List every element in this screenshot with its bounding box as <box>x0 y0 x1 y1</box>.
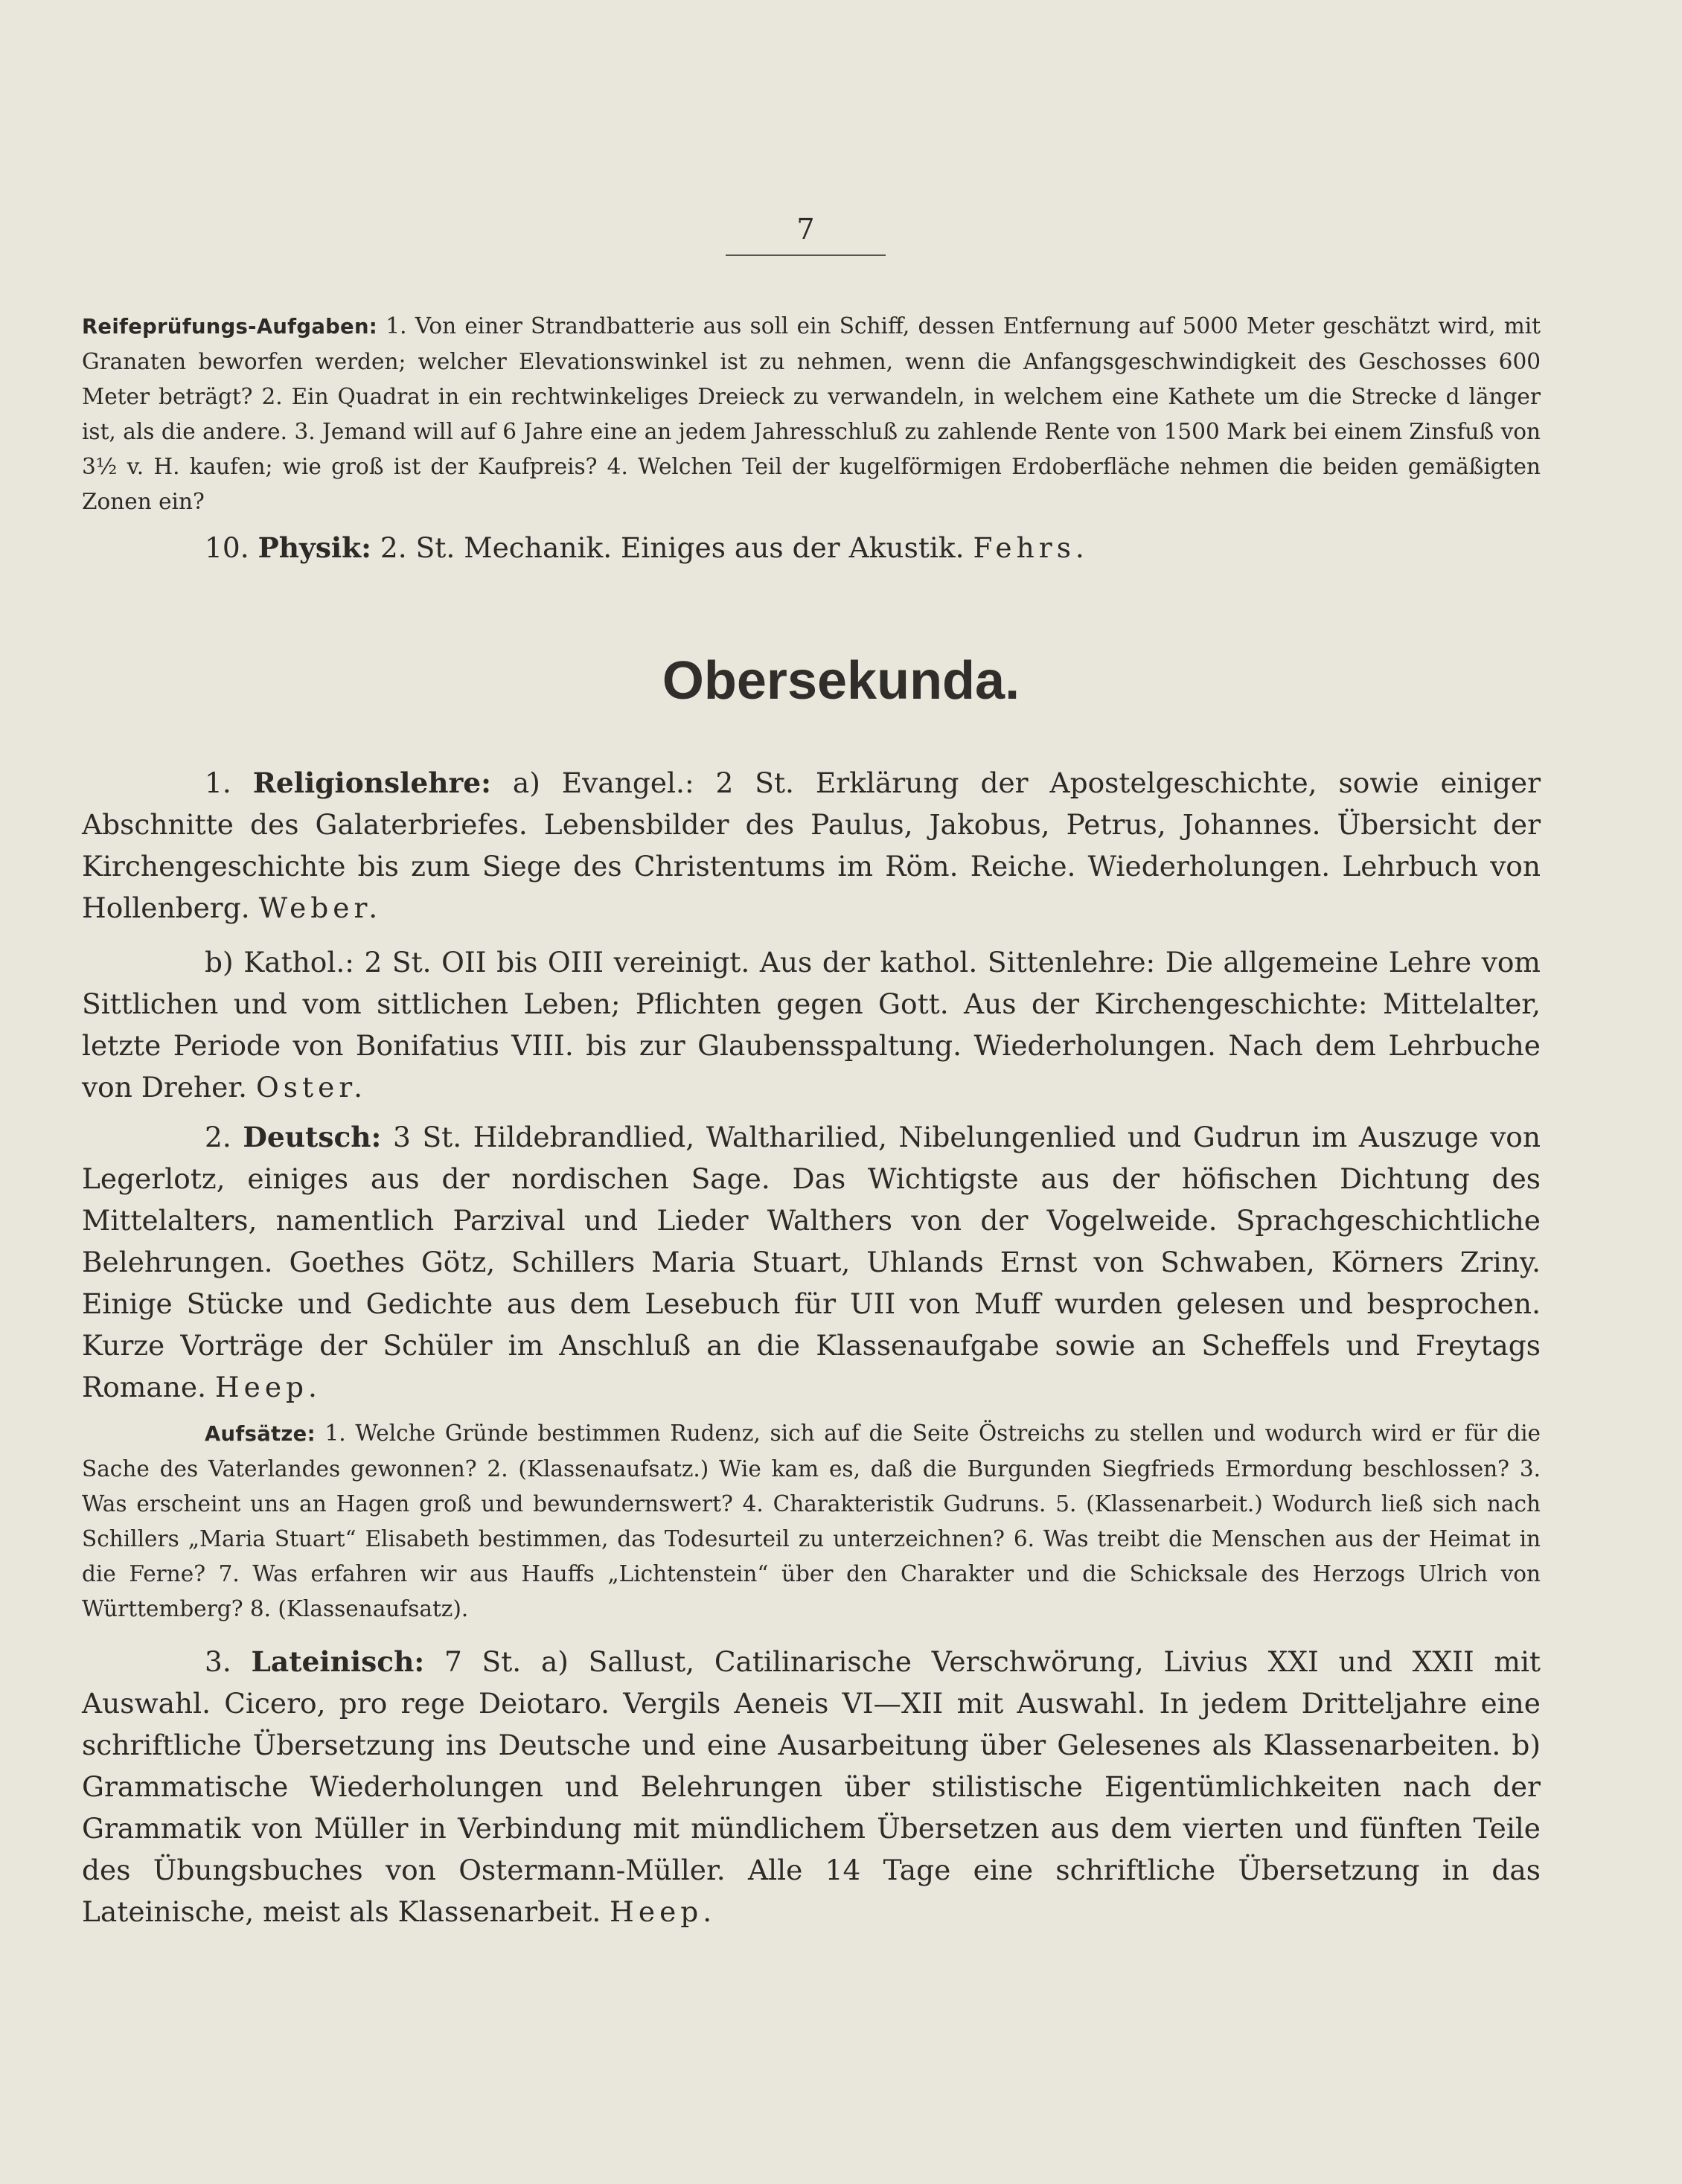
religion-label: Religionslehre: <box>252 766 491 799</box>
reifepruefung-paragraph <box>82 309 1541 519</box>
latein-label: Lateinisch: <box>251 1645 425 1678</box>
deutsch-text: 3 St. Hildebrandlied, Waltharilied, Nibelungenlied und Gudrun im Auszuge von Legerlotz, einiges aus der nordischen Sage. Das Wichtigste aus der höfischen Dichtung des Mittelalters, namentlich Parzival und Lieder Walthers von der Vogelweide. Sprachgeschichtliche Belehrungen. Goethes Götz, Schillers Maria Stuart, Uhlands Ernst von Schwaben, Körners Zriny. Einige Stücke und Gedichte aus dem Lesebuch für UII von Muff wurden gelesen und besprochen. Kurze Vorträge der Schüler im Anschluß an die Klassenaufgabe sowie an Scheffels und Freytags Romane. <box>82 1121 1541 1403</box>
religion-paragraph <box>82 762 1541 929</box>
physik-label: Physik: <box>258 531 371 564</box>
deutsch-number: 2. <box>205 1121 231 1153</box>
kathol-paragraph <box>82 941 1541 1108</box>
page-number: 7 <box>726 208 886 256</box>
religion-teacher: Weber. <box>258 891 383 924</box>
physik-paragraph <box>82 527 1541 569</box>
physik-number: 10. <box>205 531 249 564</box>
deutsch-teacher: Heep. <box>214 1371 322 1403</box>
reifepruefung-text: 1. Von einer Strandbatterie aus soll ein Schiff, dessen Entfernung auf 5000 Meter geschätzt wird, mit Granaten beworfen werden; welcher Elevationswinkel ist zu nehmen, wenn die Anfangsgeschwindigkeit des Geschosses 600 Meter beträgt? 2. Ein Quadrat in ein rechtwinkeliges Dreieck zu verwandeln, in welchem eine Kathete um die Strecke d länger ist, als die andere. 3. Jemand will auf 6 Jahre eine an jedem Jahresschluß zu zahlende Rente von 1500 Mark bei einem Zinsfuß von 3½ v. H. kaufen; wie groß ist der Kaufpreis? 4. Welchen Teil der kugelförmigen Erdoberfläche nehmen die beiden gemäßigten Zonen ein? <box>82 313 1541 514</box>
aufsaetze-label: Aufsätze: <box>205 1423 316 1446</box>
latein-paragraph <box>82 1641 1541 1932</box>
section-heading: Obersekunda. <box>662 651 1020 711</box>
religion-text: a) Evangel.: 2 St. Erklärung der Apostelgeschichte, sowie einiger Abschnitte des Galaterbriefes. Lebensbilder des Paulus, Jakobus, Petrus, Johannes. Übersicht der Kirchengeschichte bis zum Siege des Christentums im Röm. Reiche. Wiederholungen. Lehrbuch von Hollenberg. <box>82 766 1541 924</box>
deutsch-paragraph <box>82 1116 1541 1408</box>
aufsaetze-paragraph <box>82 1416 1541 1627</box>
religion-number: 1. <box>205 766 231 799</box>
reifepruefung-label: Reifeprüfungs-Aufgaben: <box>82 316 378 339</box>
kathol-text: b) Kathol.: 2 St. OII bis OIII vereinigt. Aus der kathol. Sittenlehre: Die allgemeine Lehre vom Sittlichen und vom sittlichen Leben; Pflichten gegen Gott. Aus der Kirchengeschichte: Mittelalter, letzte Periode von Bonifatius VIII. bis zur Glaubensspaltung. Wiederholungen. Nach dem Lehrbuche von Dreher. <box>82 946 1541 1104</box>
aufsaetze-text: 1. Welche Gründe bestimmen Rudenz, sich auf die Seite Östreichs zu stellen und wodurch wird er für die Sache des Vaterlandes gewonnen? 2. (Klassenaufsatz.) Wie kam es, daß die Burgunden Siegfrieds Ermordung beschlossen? 3. Was erscheint uns an Hagen groß und bewundernswert? 4. Charakteristik Gudruns. 5. (Klassenarbeit.) Wodurch ließ sich nach Schillers „Maria Stuart“ Elisabeth bestimmen, das Todesurteil zu unterzeichnen? 6. Was treibt die Menschen aus der Heimat in die Ferne? 7. Was erfahren wir aus Hauffs „Lichtenstein“ über den Charakter und die Schicksale des Herzogs Ulrich von Württemberg? 8. (Klassenaufsatz). <box>82 1421 1541 1621</box>
deutsch-label: Deutsch: <box>243 1121 382 1153</box>
physik-text: 2. St. Mechanik. Einiges aus der Akustik. <box>380 531 965 564</box>
latein-teacher: Heep. <box>610 1895 717 1928</box>
kathol-teacher: Oster. <box>256 1071 367 1104</box>
latein-number: 3. <box>205 1645 231 1678</box>
physik-teacher: Fehrs. <box>973 531 1089 564</box>
latein-text: 7 St. a) Sallust, Catilinarische Verschwörung, Livius XXI und XXII mit Auswahl. Cicero, pro rege Deiotaro. Vergils Aeneis VI—XII mit Auswahl. In jedem Dritteljahre eine schriftliche Übersetzung ins Deutsche und eine Ausarbeitung über Gelesenes als Klassenarbeiten. b) Grammatische Wiederholungen und Belehrungen über stilistische Eigentümlichkeiten nach der Grammatik von Müller in Verbindung mit mündlichem Übersetzen aus dem vierten und fünften Teile des Übungsbuches von Ostermann-Müller. Alle 14 Tage eine schriftliche Übersetzung in das Lateinische, meist als Klassenarbeit. <box>82 1645 1541 1928</box>
